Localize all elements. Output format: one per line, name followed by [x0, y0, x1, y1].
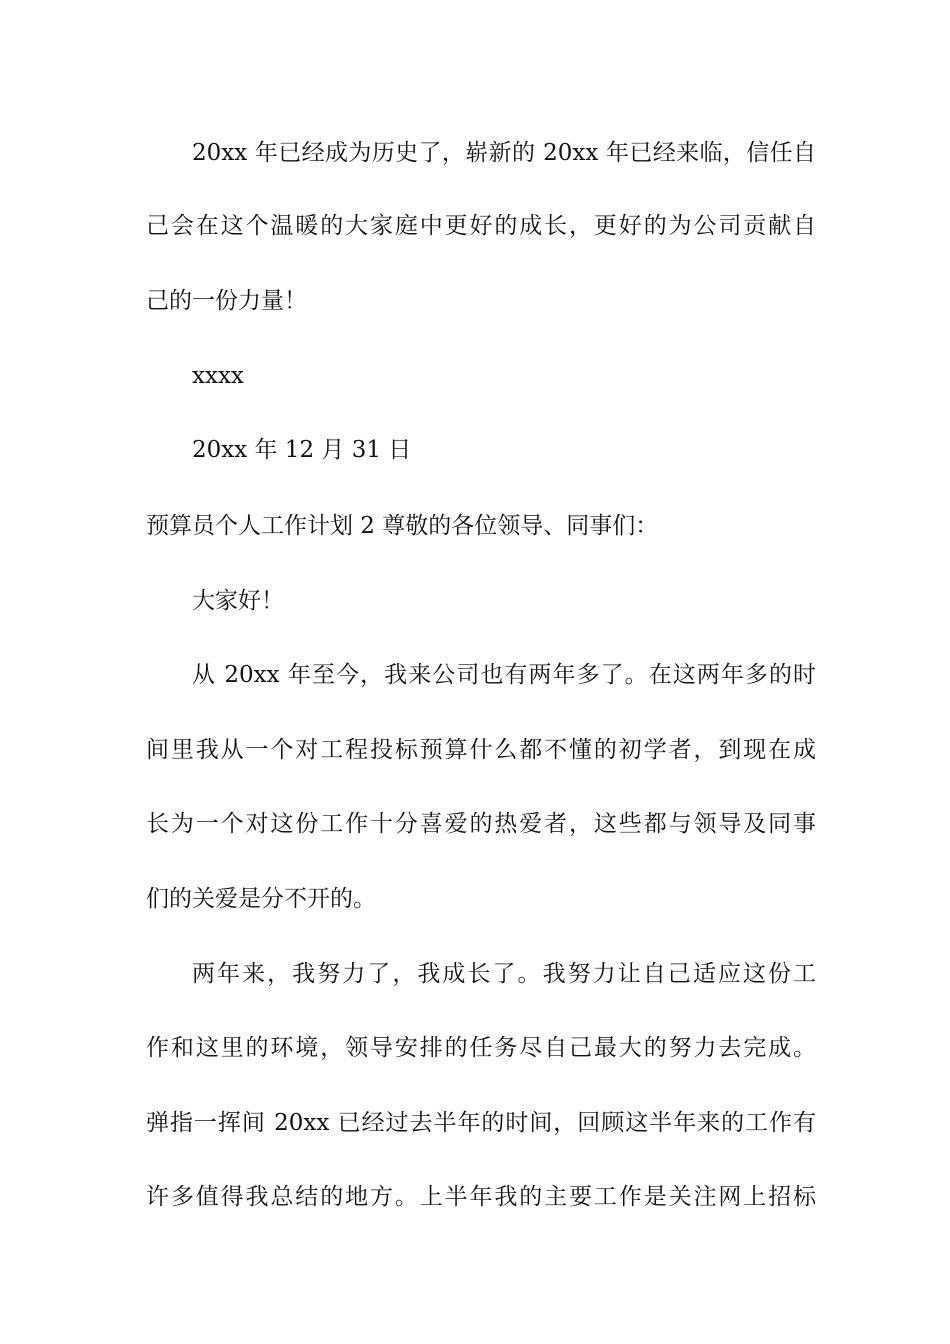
- paragraph-line-6: 长为一个对这份工作十分喜爱的热爱者，这些都与领导及同事: [146, 811, 816, 837]
- paragraph-line-4: 从 20xx 年至今，我来公司也有两年多了。在这两年多的时: [192, 662, 816, 688]
- paragraph-line-10: 弹指一挥间 20xx 已经过去半年的时间，回顾这半年来的工作有: [146, 1110, 816, 1136]
- signature-date: 20xx 年 12 月 31 日: [192, 437, 412, 463]
- signature-name: xxxx: [192, 363, 244, 389]
- greeting: 大家好！: [192, 588, 284, 614]
- section-heading: 预算员个人工作计划 2 尊敬的各位领导、同事们：: [146, 513, 659, 539]
- paragraph-line-1: 20xx 年已经成为历史了，崭新的 20xx 年已经来临，信任自: [192, 140, 816, 166]
- paragraph-line-8: 两年来，我努力了，我成长了。我努力让自己适应这份工: [192, 961, 816, 987]
- paragraph-line-5: 间里我从一个对工程投标预算什么都不懂的初学者，到现在成: [146, 737, 816, 763]
- paragraph-line-2: 己会在这个温暖的大家庭中更好的成长，更好的为公司贡献自: [146, 213, 816, 239]
- paragraph-line-11: 许多值得我总结的地方。上半年我的主要工作是关注网上招标: [146, 1184, 816, 1210]
- paragraph-line-7: 们的关爱是分不开的。: [146, 886, 376, 912]
- paragraph-line-3: 己的一份力量！: [146, 288, 307, 314]
- paragraph-line-9: 作和这里的环境，领导安排的任务尽自己最大的努力去完成。: [146, 1035, 816, 1061]
